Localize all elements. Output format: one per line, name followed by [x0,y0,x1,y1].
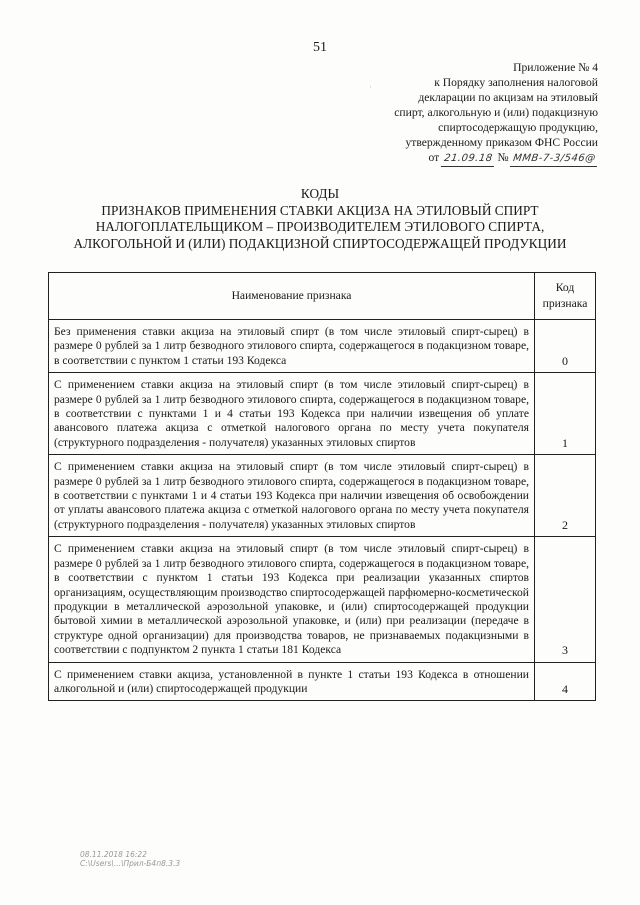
column-header-name: Наименование признака [49,273,535,320]
appendix-line: к Порядку заполнения налоговой [434,76,598,89]
from-prefix: от [428,151,440,164]
table-row [49,662,596,701]
column-header-code [535,273,596,320]
appendix-line: Приложение № 4 [513,61,598,74]
appendix-line: спирт, алкогольную и (или) подакцизную [394,106,598,119]
feature-name-cell: С применением ставки акциза на этиловый спирт (в том числе этиловый спирт-сырец) в размере 0 рублей за 1 литр безводного этилового спирта, содержащегося в подакцизном товаре, в соответствии с пунктами 1 и 4 статьи 193 Кодекса при наличии извещения об освобождении от уплаты авансового платежа акциза с отметкой налогового органа по месту учета покупателя (структурного подразделения - получателя) указанных этиловых спиртов [49,455,535,537]
appendix-block [368,60,598,167]
footer-timestamp: 08.11.2018 16:22 [80,850,147,859]
handwritten-date: 21.09.18 [441,151,496,167]
footer-path: C:\Users\...\Прил-Б4п8.3.3 [80,859,181,868]
document-title [0,186,640,252]
table-row [49,455,596,537]
appendix-line: декларации по акцизам на этиловый [418,91,598,104]
feature-code-cell: 2 [535,455,596,537]
feature-code-cell: 4 [535,662,596,701]
feature-name-cell: Без применения ставки акциза на этиловый спирт (в том числе этиловый спирт-сырец) в размере 0 рублей за 1 литр безводного этилового спирта, содержащегося в подакцизном товаре, в соответствии с пунктом 1 статьи 193 Кодекса [49,320,535,373]
codes-table [48,272,596,701]
order-date-number [368,150,598,167]
feature-code-cell: 3 [535,537,596,662]
file-footer [80,850,180,868]
title-line: НАЛОГОПЛАТЕЛЬЩИКОМ – ПРОИЗВОДИТЕЛЕМ ЭТИЛОВОГО СПИРТА, [95,219,545,234]
table-row [49,373,596,455]
scan-speck-icon: · [369,82,372,92]
appendix-line: утвержденному приказом ФНС России [405,136,598,149]
code-header-line: признака [542,297,588,310]
feature-name-cell: С применением ставки акциза на этиловый спирт (в том числе этиловый спирт-сырец) в размере 0 рублей за 1 литр безводного этилового спирта, содержащегося в подакцизном товаре, в соответствии с пунктами 1 и 4 статьи 193 Кодекса при наличии извещения об уплате авансового платежа акциза с отметкой налогового органа по месту учета покупателя (структурного подразделения - получателя) указанных этиловых спиртов [49,373,535,455]
title-line: АЛКОГОЛЬНОЙ И (ИЛИ) ПОДАКЦИЗНОЙ СПИРТОСОДЕРЖАЩЕЙ ПРОДУКЦИИ [73,235,567,251]
page-number: 51 [313,40,327,55]
table-row [49,537,596,662]
feature-code-cell: 0 [535,320,596,373]
feature-code-cell: 1 [535,373,596,455]
code-header-line: Код [555,281,575,294]
handwritten-order-number: ММВ-7-3/546@ [510,151,599,167]
title-line: КОДЫ [300,186,340,201]
feature-name-cell: С применением ставки акциза, установленной в пункте 1 статьи 193 Кодекса в отношении алкогольной и (или) спиртосодержащей продукции [49,662,535,701]
feature-name-cell: С применением ставки акциза на этиловый спирт (в том числе этиловый спирт-сырец) в размере 0 рублей за 1 литр безводного этилового спирта, содержащегося в подакцизном товаре, в соответствии с пунктом 1 статьи 193 Кодекса при реализации указанных спиртов организациям, осуществляющим производство спиртосодержащей парфюмерно-косметической продукции в металлической аэрозольной упаковке, и (или) спиртосодержащей продукции бытовой химии в металлической аэрозольной упаковке, и (или) при реализации (передаче в структуре одной организации) для производства товаров, не признаваемых подакцизными в соответствии с подпунктом 2 пункта 1 статьи 181 Кодекса [49,537,535,662]
table-header-row [49,273,596,320]
title-line: ПРИЗНАКОВ ПРИМЕНЕНИЯ СТАВКИ АКЦИЗА НА ЭТИЛОВЫЙ СПИРТ [101,202,539,218]
table-row [49,320,596,373]
appendix-line: спиртосодержащую продукцию, [438,121,598,134]
number-sign: № [497,151,509,164]
